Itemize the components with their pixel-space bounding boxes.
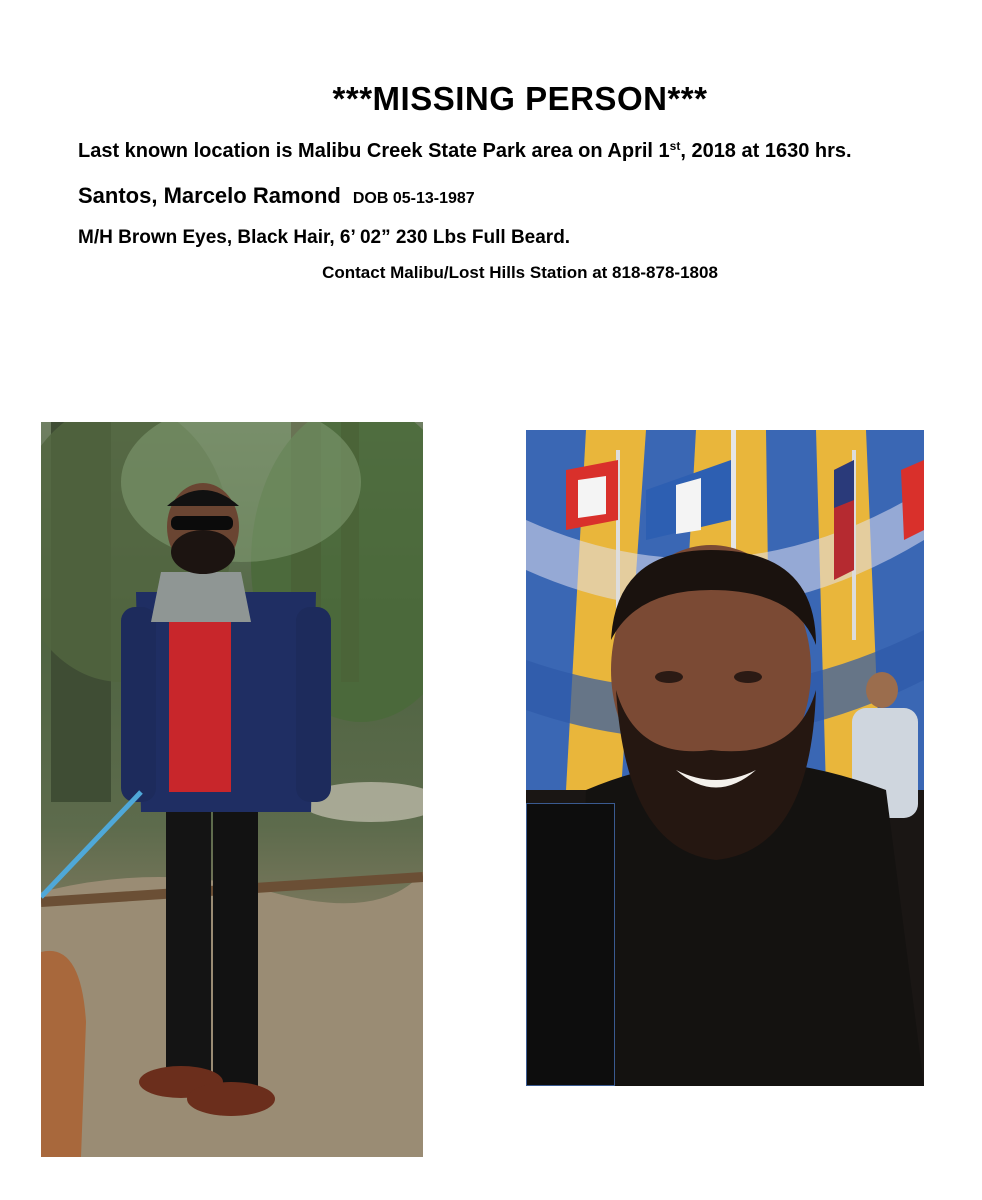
person-name: Santos, Marcelo Ramond <box>78 183 341 208</box>
location-text: Last known location is Malibu Creek State Park area on April 1 <box>78 140 670 162</box>
contact-info: Contact Malibu/Lost Hills Station at 818-878-1808 <box>322 263 718 282</box>
missing-person-headline: ***MISSING PERSON*** <box>332 80 708 117</box>
date-of-birth: DOB 05-13-1987 <box>352 190 475 207</box>
person-name-row <box>78 183 475 209</box>
location-ordinal-suffix: st <box>669 139 681 153</box>
physical-description: M/H Brown Eyes, Black Hair, 6’ 02” 230 Lbs Full Beard. <box>78 227 571 248</box>
person-in-forest-photo <box>41 422 423 1157</box>
location-tail: , 2018 at 1630 hrs. <box>680 140 852 162</box>
redaction-box <box>526 803 615 1086</box>
last-known-location <box>78 140 852 163</box>
forest-photo-illustration <box>41 422 423 1157</box>
